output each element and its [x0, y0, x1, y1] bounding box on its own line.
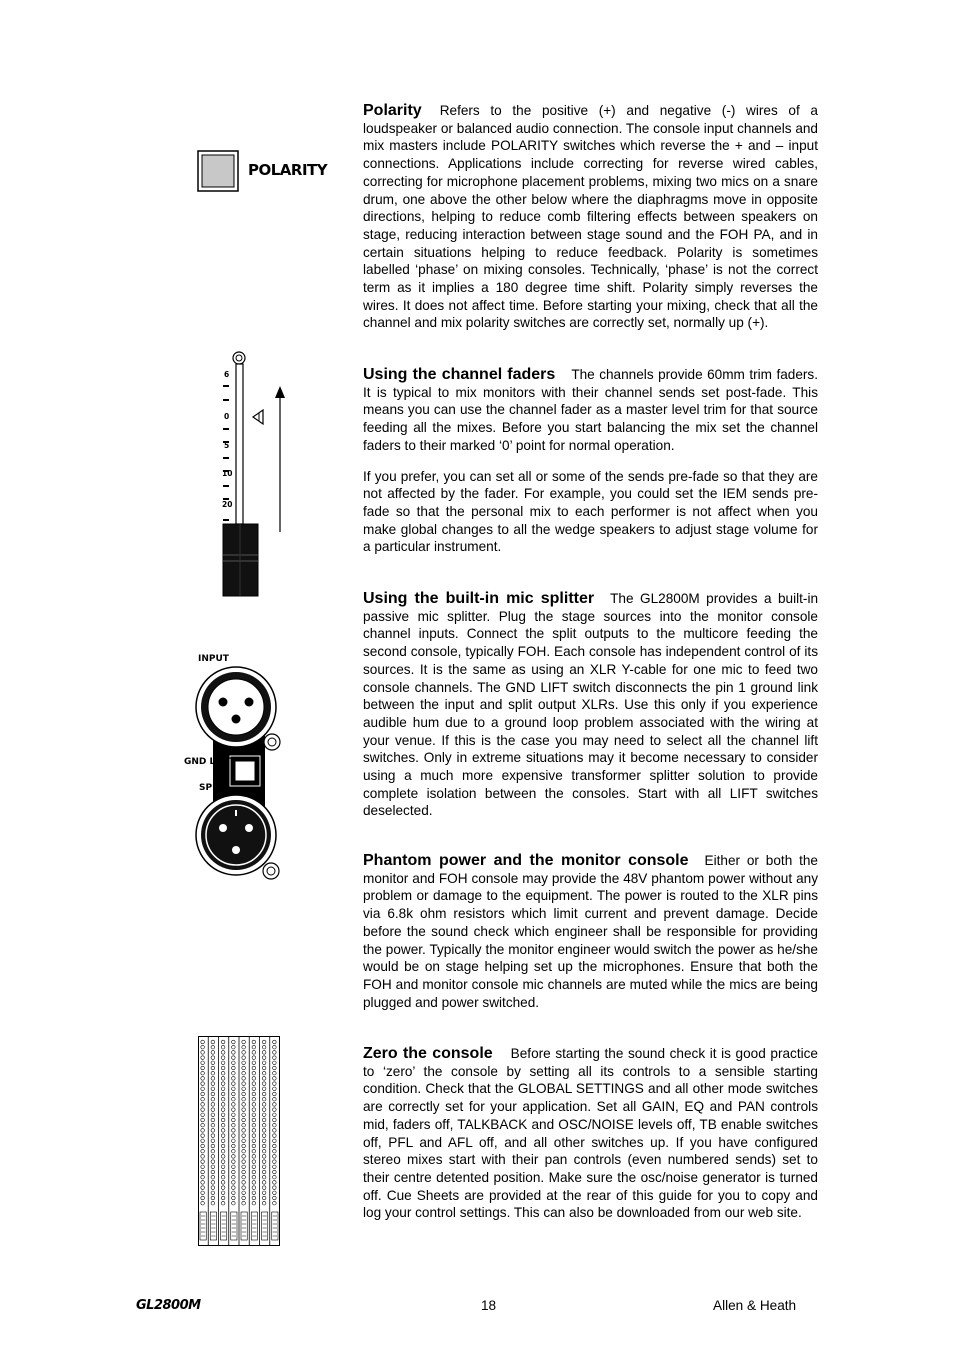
body-mic-splitter-pre: The: [610, 591, 634, 606]
polarity-switch-figure: [197, 150, 327, 195]
section-zero-console: [363, 1045, 818, 1222]
body-channel-faders-2: If you prefer, you can set all or some of the sends pre-fade so that they are not affected by the fader. For example, you could set the IEM sends pre-fade so that the personal mix to each performer is not affect when you make global changes to all the wedge speakers to adjust stage volume for a particular instrument.: [363, 468, 818, 555]
input-label: INPUT: [198, 654, 229, 664]
console-strips-icon: [198, 1036, 280, 1246]
fader-scale-0: 0: [224, 412, 230, 421]
polarity-switch-icon: [197, 150, 241, 194]
fader-scale-6: 6: [224, 370, 230, 379]
section-polarity: [363, 102, 818, 332]
fader-scale-10: 10: [222, 469, 233, 478]
footer-company: Allen & Heath: [713, 1298, 797, 1313]
heading-zero-console: Zero the console: [363, 1045, 493, 1062]
section-phantom-power: [363, 852, 818, 1011]
body-polarity: Refers to the positive (+) and negative (-) wires of a loudspeaker or balanced audio connection. The console input channels and mix masters include POLARITY switches which reverse the + and – input connections. Applications include correcting for reverse wired cables, correcting for microphone placement problems, mixing two mics on a snare drum, one above the other below where the diaphragms move in opposite directions, helping to reduce comb filtering effects between speakers on stage, reducing interaction between stage sound and the FOH PA, and in certain situations helping to reduce feedback. Polarity is sometimes labelled ‘phase’ on mixing consoles. Technically, ‘phase’ is not the correct term as it implies a 180 degree time shift. Polarity simply reverses the wires. It does not affect time. Before starting your mixing, check that all the channel and mix polarity switches are correctly set, normally up (+).: [363, 103, 818, 331]
fader-scale-5: 5: [224, 441, 230, 450]
body-mic-splitter: provides a built-in passive mic splitter. Plug the stage sources into the monitor console channel inputs. Connect the split outputs to the multicore feeding the second console, typically FOH. Each console has independent control of its sources. It is the same as using an XLR Y-cable for one mic to feed two console channels. The GND LIFT switch disconnects the pin 1 ground link between the input and split output XLRs. Use this only if you experience audible hum due to a ground loop problem associated with the wiring at your venue. If this is the case you may need to select all the channel lift switches. Only in extreme situations may it become necessary to consider using a much more expensive transformer splitter solution to provide complete isolation between the consoles. Start with all LIFT switches deselected.: [363, 591, 819, 819]
fader-scale-20: 20: [222, 500, 233, 509]
gl2800m-logo-inline: GL2800M: [640, 591, 700, 606]
footer-page-number: 18: [481, 1298, 497, 1313]
heading-polarity: Polarity: [363, 102, 422, 119]
console-strips-figure: [198, 1036, 280, 1246]
polarity-label: POLARITY: [248, 161, 328, 179]
fader-figure: [215, 350, 295, 600]
xlr-connectors-icon: [183, 652, 293, 887]
heading-channel-faders: Using the channel faders: [363, 366, 556, 383]
heading-mic-splitter: Using the built-in mic splitter: [363, 590, 595, 607]
section-mic-splitter: [363, 590, 818, 820]
mic-splitter-figure: [183, 652, 293, 887]
heading-phantom-power: Phantom power and the monitor console: [363, 852, 689, 869]
split-label: SPLIT: [199, 783, 228, 793]
gnd-lift-label: GND LIFT: [184, 757, 231, 767]
body-zero-console: Before starting the sound check it is good practice to ‘zero’ the console by setting all its controls to a sensible starting condition. Check that the GLOBAL SETTINGS and all other mode switches are correctly set for your application. Set all GAIN, EQ and PAN controls mid, faders off, TALKBACK and OSC/NOISE levels off, TB enable switches off, PFL and AFL off, and all other switches up. If you have configured stereo mixes start with their pan controls (even numbered sends) set to their centre detented position. Make sure the osc/noise generator is turned off. Cue Sheets are provided at the rear of this guide for you to copy and log your control settings. This can also be downloaded from our web site.: [363, 1046, 818, 1221]
body-channel-faders: The channels provide 60mm trim faders. It is typical to mix monitors with their channel sends set post-fade. This means you can use the channel fader as a master level trim for that source feeding all the mixes. Before you start balancing the mix set the channel faders to their marked ‘0’ point for normal operation.: [363, 367, 819, 453]
section-channel-faders: [363, 366, 818, 556]
body-phantom-power: Either or both the monitor and FOH console may provide the 48V phantom power without any problem or damage to the equipment. The power is routed to the XLR pins via 6.8k ohm resistors which limit current and prevent damage. Decide before the sound check which engineer shall be responsible for providing the power. Typically the monitor engineer would switch the power as he/she would be on stage helping set up the microphones. Ensure that both the FOH and monitor console mic channels are muted while the mics are being plugged and power switched.: [363, 853, 818, 1010]
footer-logo: GL2800M: [136, 1298, 201, 1313]
